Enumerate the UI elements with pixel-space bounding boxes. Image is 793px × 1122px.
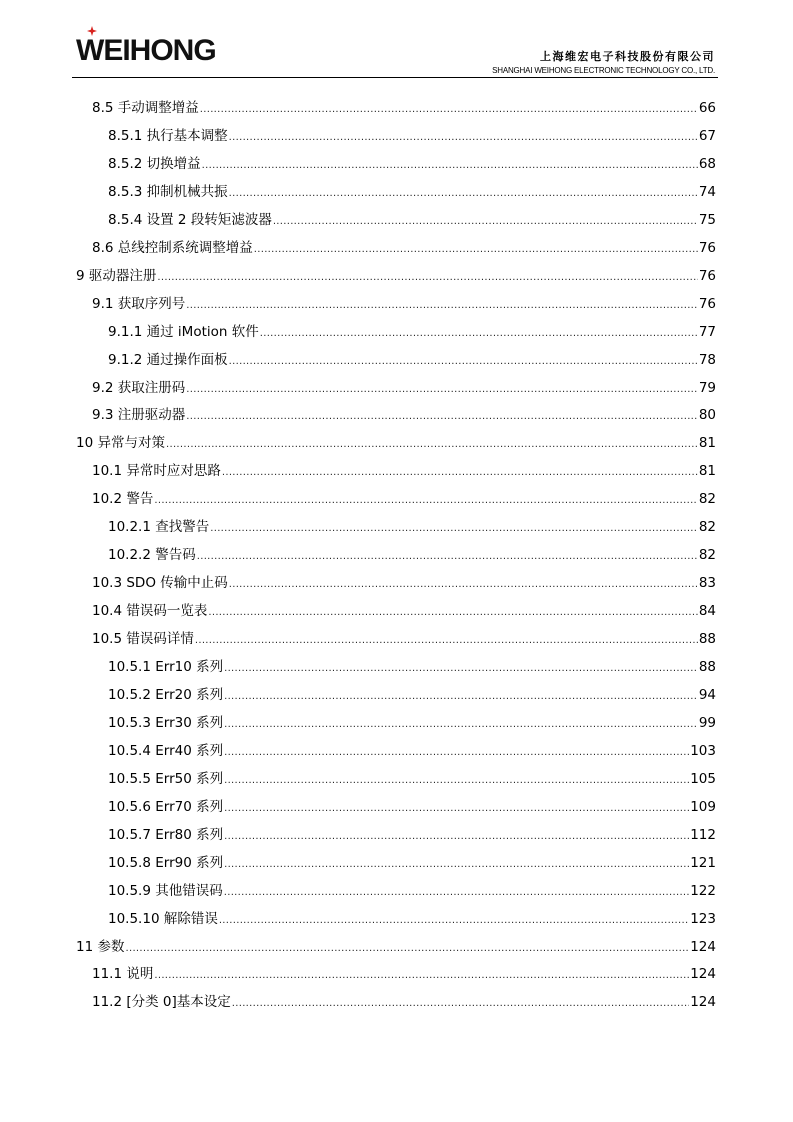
- toc-dot-leader: [224, 687, 698, 707]
- toc-entry-label: 8.6 总线控制系统调整增益: [92, 239, 253, 256]
- toc-dot-leader: [208, 603, 697, 623]
- toc-entry[interactable]: [92, 294, 716, 314]
- toc-entry-page: 105: [690, 770, 716, 787]
- toc-entry-page: 124: [690, 994, 716, 1011]
- toc-entry-page: 81: [698, 435, 716, 452]
- toc-entry-label: 10.1 异常时应对思路: [92, 463, 221, 480]
- toc-dot-leader: [125, 939, 689, 959]
- toc-entry-label: 9 驱动器注册: [76, 267, 157, 284]
- toc-dot-leader: [186, 296, 698, 316]
- toc-entry[interactable]: [108, 741, 716, 761]
- toc-entry[interactable]: [92, 98, 716, 118]
- toc-entry-label: 10.2 警告: [92, 491, 154, 508]
- toc-entry-page: 122: [690, 882, 716, 899]
- toc-entry-page: 75: [698, 211, 716, 228]
- toc-dot-leader: [229, 575, 698, 595]
- toc-entry-page: 74: [698, 183, 716, 200]
- toc-dot-leader: [200, 100, 698, 120]
- toc-entry-label: 10.5.7 Err80 系列: [108, 826, 224, 843]
- toc-entry-page: 124: [690, 938, 716, 955]
- toc-entry-label: 9.2 获取注册码: [92, 379, 186, 396]
- toc-entry[interactable]: [92, 629, 716, 649]
- toc-entry-label: 10.2.2 警告码: [108, 547, 196, 564]
- toc-entry-label: 8.5.3 抑制机械共振: [108, 183, 228, 200]
- toc-entry[interactable]: [92, 964, 716, 984]
- toc-entry-page: 76: [698, 239, 716, 256]
- toc-dot-leader: [224, 659, 698, 679]
- toc-dot-leader: [260, 324, 698, 344]
- toc-dot-leader: [224, 827, 689, 847]
- toc-dot-leader: [157, 268, 697, 288]
- page-header: [0, 0, 793, 80]
- header-divider: [72, 77, 718, 78]
- toc-entry-page: 88: [698, 659, 716, 675]
- toc-entry[interactable]: [92, 405, 716, 425]
- company-logo: WEIHONG: [76, 34, 216, 67]
- toc-entry[interactable]: [108, 126, 716, 146]
- toc-entry[interactable]: [76, 937, 716, 957]
- toc-entry-label: 8.5.1 执行基本调整: [108, 127, 228, 144]
- toc-entry[interactable]: [108, 881, 716, 901]
- toc-dot-leader: [224, 771, 689, 791]
- toc-entry[interactable]: [108, 713, 716, 733]
- toc-entry[interactable]: [92, 601, 716, 621]
- toc-entry-label: 11 参数: [76, 938, 125, 955]
- toc-entry-page: 82: [698, 519, 716, 536]
- toc-entry[interactable]: [108, 350, 716, 370]
- toc-entry-page: 81: [698, 463, 716, 480]
- toc-entry-label: 8.5.4 设置 2 段转矩滤波器: [108, 211, 272, 228]
- toc-entry-label: 10 异常与对策: [76, 435, 165, 452]
- toc-entry[interactable]: [92, 992, 716, 1012]
- toc-entry[interactable]: [108, 769, 716, 789]
- toc-dot-leader: [202, 156, 698, 176]
- toc-dot-leader: [197, 547, 698, 567]
- toc-entry-label: 10.5.9 其他错误码: [108, 882, 223, 899]
- toc-dot-leader: [195, 631, 698, 651]
- toc-dot-leader: [222, 463, 698, 483]
- toc-entry[interactable]: [92, 238, 716, 258]
- toc-entry[interactable]: [108, 825, 716, 845]
- toc-entry-label: 9.3 注册驱动器: [92, 407, 186, 424]
- toc-dot-leader: [219, 911, 689, 931]
- toc-entry-label: 9.1.1 通过 iMotion 软件: [108, 323, 259, 340]
- toc-dot-leader: [254, 240, 698, 260]
- toc-entry[interactable]: [108, 909, 716, 929]
- toc-entry-label: 10.5.3 Err30 系列: [108, 714, 224, 731]
- toc-entry[interactable]: [76, 433, 716, 453]
- toc-entry-label: 9.1.2 通过操作面板: [108, 351, 228, 368]
- toc-entry-label: 8.5.2 切换增益: [108, 155, 201, 172]
- toc-entry-label: 10.5.1 Err10 系列: [108, 659, 224, 675]
- toc-dot-leader: [224, 855, 689, 875]
- toc-entry-page: 82: [698, 491, 716, 508]
- toc-entry-page: 112: [690, 826, 716, 843]
- toc-entry-page: 99: [698, 714, 716, 731]
- toc-entry-page: 77: [698, 323, 716, 340]
- toc-entry[interactable]: [92, 573, 716, 593]
- toc-entry[interactable]: [108, 685, 716, 705]
- toc-entry-label: 8.5 手动调整增益: [92, 100, 199, 116]
- toc-entry-page: 123: [690, 910, 716, 927]
- toc-entry-page: 103: [690, 742, 716, 759]
- toc-entry-page: 88: [698, 631, 716, 648]
- toc-dot-leader: [166, 435, 698, 455]
- toc-entry[interactable]: [108, 517, 716, 537]
- toc-entry-label: 10.4 错误码一览表: [92, 603, 208, 620]
- toc-entry-page: 83: [698, 575, 716, 592]
- toc-entry-page: 78: [698, 351, 716, 368]
- toc-entry[interactable]: [108, 182, 716, 202]
- toc-entry-label: 10.5.8 Err90 系列: [108, 854, 224, 871]
- toc-dot-leader: [232, 994, 689, 1014]
- toc-entry-page: 109: [690, 798, 716, 815]
- toc-entry[interactable]: [108, 210, 716, 230]
- toc-dot-leader: [229, 128, 698, 148]
- toc-entry-label: 10.3 SDO 传输中止码: [92, 575, 228, 592]
- toc-dot-leader: [186, 380, 698, 400]
- toc-entry-page: 80: [698, 407, 716, 424]
- toc-entry-page: 68: [698, 155, 716, 172]
- toc-entry-page: 94: [698, 686, 716, 703]
- toc-entry[interactable]: [92, 461, 716, 481]
- toc-entry-label: 10.5.6 Err70 系列: [108, 798, 224, 815]
- toc-entry-page: 79: [698, 379, 716, 396]
- toc-entry-label: 9.1 获取序列号: [92, 295, 186, 312]
- toc-entry-page: 66: [698, 100, 716, 116]
- toc-dot-leader: [154, 966, 689, 986]
- toc-entry[interactable]: [76, 266, 716, 286]
- toc-dot-leader: [224, 743, 689, 763]
- toc-dot-leader: [224, 715, 698, 735]
- toc-dot-leader: [210, 519, 698, 539]
- toc-entry-page: 84: [698, 603, 716, 620]
- toc-entry-page: 82: [698, 547, 716, 564]
- toc-dot-leader: [229, 184, 698, 204]
- toc-entry[interactable]: [108, 545, 716, 565]
- toc-entry-label: 10.5.5 Err50 系列: [108, 770, 224, 787]
- toc-entry-page: 121: [690, 854, 716, 871]
- toc-entry-label: 10.5 错误码详情: [92, 631, 194, 648]
- toc-entry-page: 76: [698, 267, 716, 284]
- toc-entry-label: 10.5.2 Err20 系列: [108, 686, 224, 703]
- toc-entry-label: 10.5.10 解除错误: [108, 910, 218, 927]
- toc-entry[interactable]: [108, 322, 716, 342]
- toc-entry-label: 11.2 [分类 0]基本设定: [92, 994, 231, 1011]
- toc-dot-leader: [186, 407, 698, 427]
- toc-entry-label: 10.5.4 Err40 系列: [108, 742, 224, 759]
- toc-entry-page: 76: [698, 295, 716, 312]
- toc-dot-leader: [273, 212, 698, 232]
- toc-dot-leader: [154, 491, 697, 511]
- toc-entry-label: 10.2.1 查找警告: [108, 519, 210, 536]
- toc-entry[interactable]: [108, 797, 716, 817]
- toc-entry-page: 124: [690, 966, 716, 983]
- toc-entry[interactable]: [108, 657, 716, 677]
- company-name-en: SHANGHAI WEIHONG ELECTRONIC TECHNOLOGY CO., LTD.: [492, 66, 715, 75]
- toc-dot-leader: [224, 883, 689, 903]
- toc-entry[interactable]: [108, 154, 716, 174]
- toc-entry-label: 11.1 说明: [92, 966, 154, 983]
- toc-entry[interactable]: [108, 853, 716, 873]
- toc-entry[interactable]: [92, 378, 716, 398]
- company-name-cn: 上海维宏电子科技股份有限公司: [540, 50, 715, 63]
- toc-dot-leader: [229, 352, 698, 372]
- toc-entry-page: 67: [698, 127, 716, 144]
- toc-entry[interactable]: [92, 489, 716, 509]
- toc-dot-leader: [224, 799, 689, 819]
